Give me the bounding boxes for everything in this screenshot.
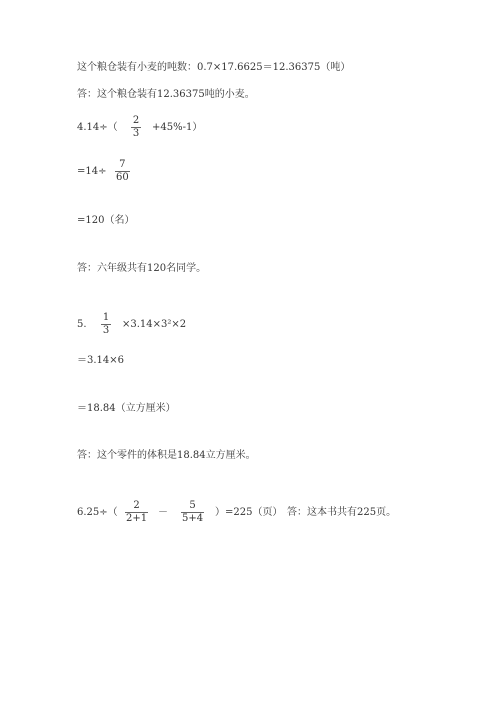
q6-fraction-1-denominator: 2+1 [126, 513, 148, 524]
q5-fraction-numerator: 1 [102, 312, 110, 323]
q6-suffix: ）=225（页） [215, 507, 283, 518]
q4-answer: 答：六年级共有120名同学。 [77, 263, 207, 274]
q6-fraction-2 [181, 500, 204, 525]
q5-fraction [101, 312, 111, 337]
q5-prefix: 5. [77, 319, 87, 330]
q5-fraction-denominator: 3 [102, 325, 110, 336]
q6-minus: － [158, 507, 168, 518]
q5-answer: 答：这个零件的体积是18.84立方厘米。 [77, 450, 256, 461]
q4-step1-fraction [115, 159, 130, 184]
q4-fraction-denominator: 3 [132, 128, 140, 139]
q6-answer: 答：这本书共有225页。 [287, 507, 397, 518]
q4-step1-numerator: 7 [119, 159, 126, 170]
q4-fraction-numerator: 2 [132, 115, 140, 126]
q5-step2: ＝18.84（立方厘米） [77, 403, 176, 414]
q4-step1-prefix: =14÷ [77, 166, 107, 177]
q6-fraction-2-numerator: 5 [189, 500, 196, 511]
q4-suffix: +45%-1） [152, 122, 203, 133]
q6-fraction-1-numerator: 2 [133, 500, 140, 511]
q5-suffix: ×3.14×3²×2 [122, 319, 187, 330]
q5-step1: ＝3.14×6 [77, 355, 125, 366]
q6-fraction-2-denominator: 5+4 [182, 513, 204, 524]
q4-fraction [131, 115, 141, 140]
q4-step1-denominator: 60 [116, 172, 129, 183]
text-line-answer-grain: 答：这个粮仓装有12.36375吨的小麦。 [77, 89, 255, 100]
q6-prefix: 6.25÷（ [77, 507, 118, 518]
q4-step2: =120（名） [77, 215, 135, 226]
q6-fraction-1 [125, 500, 148, 525]
text-line-grain-tons: 这个粮仓装有小麦的吨数：0.7×17.6625＝12.36375（吨） [77, 62, 351, 73]
q4-prefix: 4.14÷（ [77, 122, 118, 133]
